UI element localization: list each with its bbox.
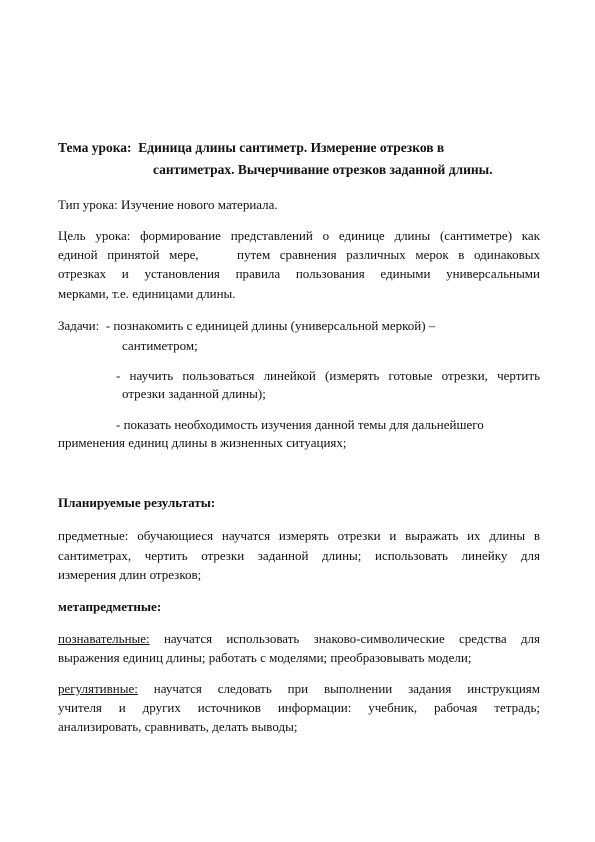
regulatory-results-label: регулятивные:	[58, 681, 138, 696]
cognitive-results-text-1: научатся использовать знаково-символические средства для	[163, 631, 540, 646]
cognitive-results-label: познавательные:	[58, 631, 150, 646]
goal-text-2: единой принятой мере, путем сравнения различных мерок в одинаковых	[58, 247, 540, 262]
tasks-item-2: - научить пользоваться линейкой (измерять готовые отрезки, чертить	[116, 368, 540, 383]
topic-label: Тема урока:	[58, 140, 132, 155]
goal-text-3: отрезках и установления правила пользования едиными универсальными	[58, 266, 540, 281]
goal-text-4: мерками, т.е. единицами длины.	[58, 286, 236, 301]
lesson-type-value: Изучение нового материала.	[121, 197, 278, 212]
lesson-type	[58, 197, 278, 213]
goal-label: Цель урока:	[58, 228, 131, 243]
regulatory-results-text-2: учителя и других источников информации: учебник, рабочая тетрадь;	[58, 700, 540, 715]
tasks-item-2-cont: отрезки заданной длины);	[122, 386, 266, 401]
tasks-item-1-cont: сантиметром;	[122, 338, 198, 353]
topic-text-1: Единица длины сантиметр. Измерение отрезков в	[138, 140, 445, 155]
topic-line-1	[58, 140, 444, 156]
topic-text-2: сантиметрах. Вычерчивание отрезков заданной длины.	[153, 162, 493, 177]
subject-results-line-1	[58, 528, 540, 544]
subject-results-text-1: обучающиеся научатся измерять отрезки и выражать их длины в	[137, 528, 540, 543]
lesson-type-label: Тип урока:	[58, 197, 118, 212]
tasks-label: Задачи:	[58, 318, 100, 333]
tasks-item-3: - показать необходимость изучения данной темы для дальнейшего	[116, 417, 484, 432]
goal-line-1	[58, 228, 540, 244]
meta-results-heading: метапредметные:	[58, 599, 162, 614]
subject-results-text-3: измерения длин отрезков;	[58, 567, 202, 582]
tasks-item-1-text: - познакомить с единицей длины (универсальной меркой) –	[105, 318, 436, 333]
cognitive-results-text-2: выражения единиц длины; работать с моделями; преобразовывать модели;	[58, 650, 472, 665]
goal-text-1: формирование представлений о единице длины (сантиметре) как	[140, 228, 540, 243]
subject-results-label: предметные:	[58, 528, 129, 543]
regulatory-results-line-1	[58, 681, 540, 697]
subject-results-text-2: сантиметрах, чертить отрезки заданной длины; использовать линейку для	[58, 548, 540, 563]
regulatory-results-text-1: научатся следовать при выполнении задания инструкциям	[153, 681, 540, 696]
planned-results-heading: Планируемые результаты:	[58, 495, 216, 510]
regulatory-results-text-3: анализировать, сравнивать, делать выводы;	[58, 719, 298, 734]
tasks-item-1	[58, 318, 435, 334]
tasks-item-3-cont: применения единиц длины в жизненных ситуациях;	[58, 435, 347, 450]
cognitive-results-line-1	[58, 631, 540, 647]
